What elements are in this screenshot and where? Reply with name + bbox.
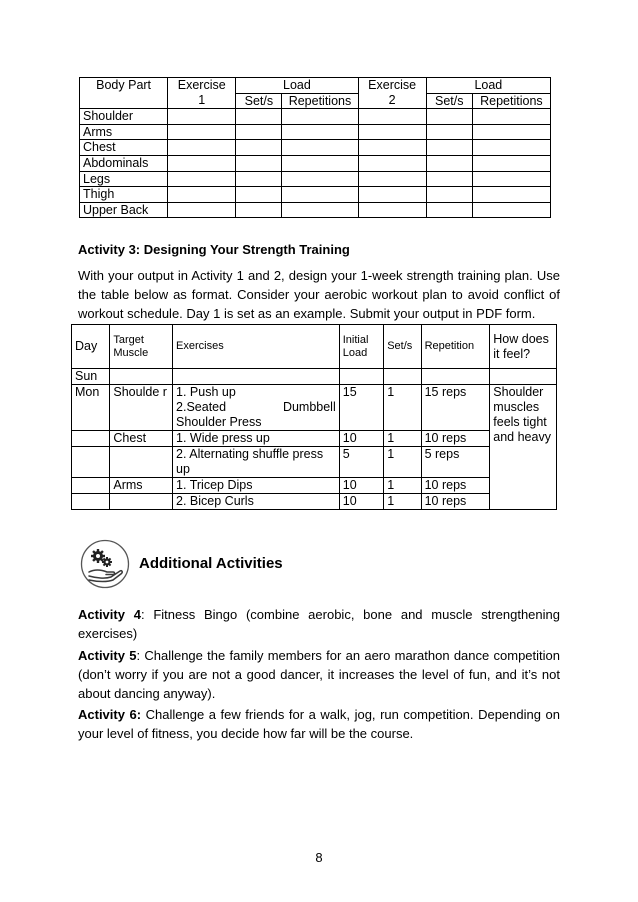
table-row [72, 431, 557, 447]
body-part-cell: Arms [80, 124, 168, 140]
day-cell: Sun [72, 369, 110, 385]
strength-plan-table [71, 324, 557, 510]
load-cell: 15 [339, 385, 383, 431]
muscle-cell: Chest [110, 431, 173, 447]
body-part-cell: Thigh [80, 187, 168, 203]
activity5-text: Activity 5: Challenge the family members for an aero marathon dance competition (don’t worry if you are not a good dancer, it increases the level of fun, and it’s not about dancing anyway). [78, 648, 560, 701]
header-exercises: Exercises [173, 325, 340, 369]
body-part-cell: Abdominals [80, 155, 168, 171]
body-part-table [79, 77, 551, 218]
table-row [80, 109, 551, 125]
header-exercise-1: Exercise 1 [168, 78, 236, 109]
table-row [80, 140, 551, 156]
sets-cell: 1 [384, 494, 421, 510]
reps-cell: 5 reps [421, 447, 490, 478]
header-initial-load: Initial Load [339, 325, 383, 369]
sets-cell: 1 [384, 431, 421, 447]
activity6-text: Activity 6: Challenge a few friends for a walk, jog, run competition. Depending on your level of fitness, you decide how far will be the course. [78, 707, 560, 741]
table-row [72, 494, 557, 510]
header-day: Day [72, 325, 110, 369]
table-row [72, 369, 557, 385]
activity3-heading: Activity 3: Designing Your Strength Training [78, 242, 350, 257]
page-number: 8 [315, 850, 323, 865]
header-sets: Set/s [384, 325, 421, 369]
table-row [80, 171, 551, 187]
reps-cell: 15 reps [421, 385, 490, 431]
muscle-cell: Shoulde r [110, 385, 173, 431]
sets-cell: 1 [384, 385, 421, 431]
muscle-cell: Arms [110, 478, 173, 494]
load-cell: 10 [339, 494, 383, 510]
gears-hand-icon [80, 539, 130, 589]
table-row [80, 187, 551, 203]
reps-cell: 10 reps [421, 494, 490, 510]
header-target-muscle: Target Muscle [110, 325, 173, 369]
header-body-part: Body Part [80, 78, 168, 109]
table-row [72, 385, 557, 431]
sets-cell: 1 [384, 478, 421, 494]
table-row [80, 202, 551, 218]
sets-cell: 1 [384, 447, 421, 478]
exercise-cell: 1. Tricep Dips [173, 478, 340, 494]
load-cell: 10 [339, 478, 383, 494]
reps-cell: 10 reps [421, 478, 490, 494]
additional-activities-title: Additional Activities [139, 555, 283, 572]
load-cell: 10 [339, 431, 383, 447]
activity3-body: With your output in Activity 1 and 2, design your 1-week strength training plan. Use the table below as format. Consider your aerobic workout plan to avoid conflict of workout schedule. Day 1 is set as an example. Submit your output in PDF form. [78, 268, 560, 321]
body-part-cell: Shoulder [80, 109, 168, 125]
exercise-cell: 1. Wide press up [173, 431, 340, 447]
table-row [80, 155, 551, 171]
activity4-text: Activity 4: Fitness Bingo (combine aerobic, bone and muscle strengthening exercises) [78, 607, 560, 641]
exercise-cell: 2. Alternating shuffle press up [173, 447, 340, 478]
table-row [72, 447, 557, 478]
header-sets-2: Set/s [426, 93, 472, 109]
header-repetition: Repetition [421, 325, 490, 369]
body-part-cell: Legs [80, 171, 168, 187]
day-cell: Mon [72, 385, 110, 431]
header-feel: How does it feel? [490, 325, 557, 369]
header-load-2: Load [426, 78, 550, 94]
body-part-cell: Upper Back [80, 202, 168, 218]
exercise-cell: 2. Bicep Curls [173, 494, 340, 510]
header-reps-1: Repetitions [282, 93, 358, 109]
header-exercise-2: Exercise 2 [358, 78, 426, 109]
table-row [72, 478, 557, 494]
header-load-1: Load [236, 78, 358, 94]
body-part-cell: Chest [80, 140, 168, 156]
table-row [80, 124, 551, 140]
load-cell: 5 [339, 447, 383, 478]
reps-cell: 10 reps [421, 431, 490, 447]
header-reps-2: Repetitions [472, 93, 550, 109]
header-sets-1: Set/s [236, 93, 282, 109]
feel-cell: Shoulder muscles feels tight and heavy [490, 385, 557, 510]
exercise-cell: 1. Push up 2.Seated Dumbbell Shoulder Press [173, 385, 340, 431]
